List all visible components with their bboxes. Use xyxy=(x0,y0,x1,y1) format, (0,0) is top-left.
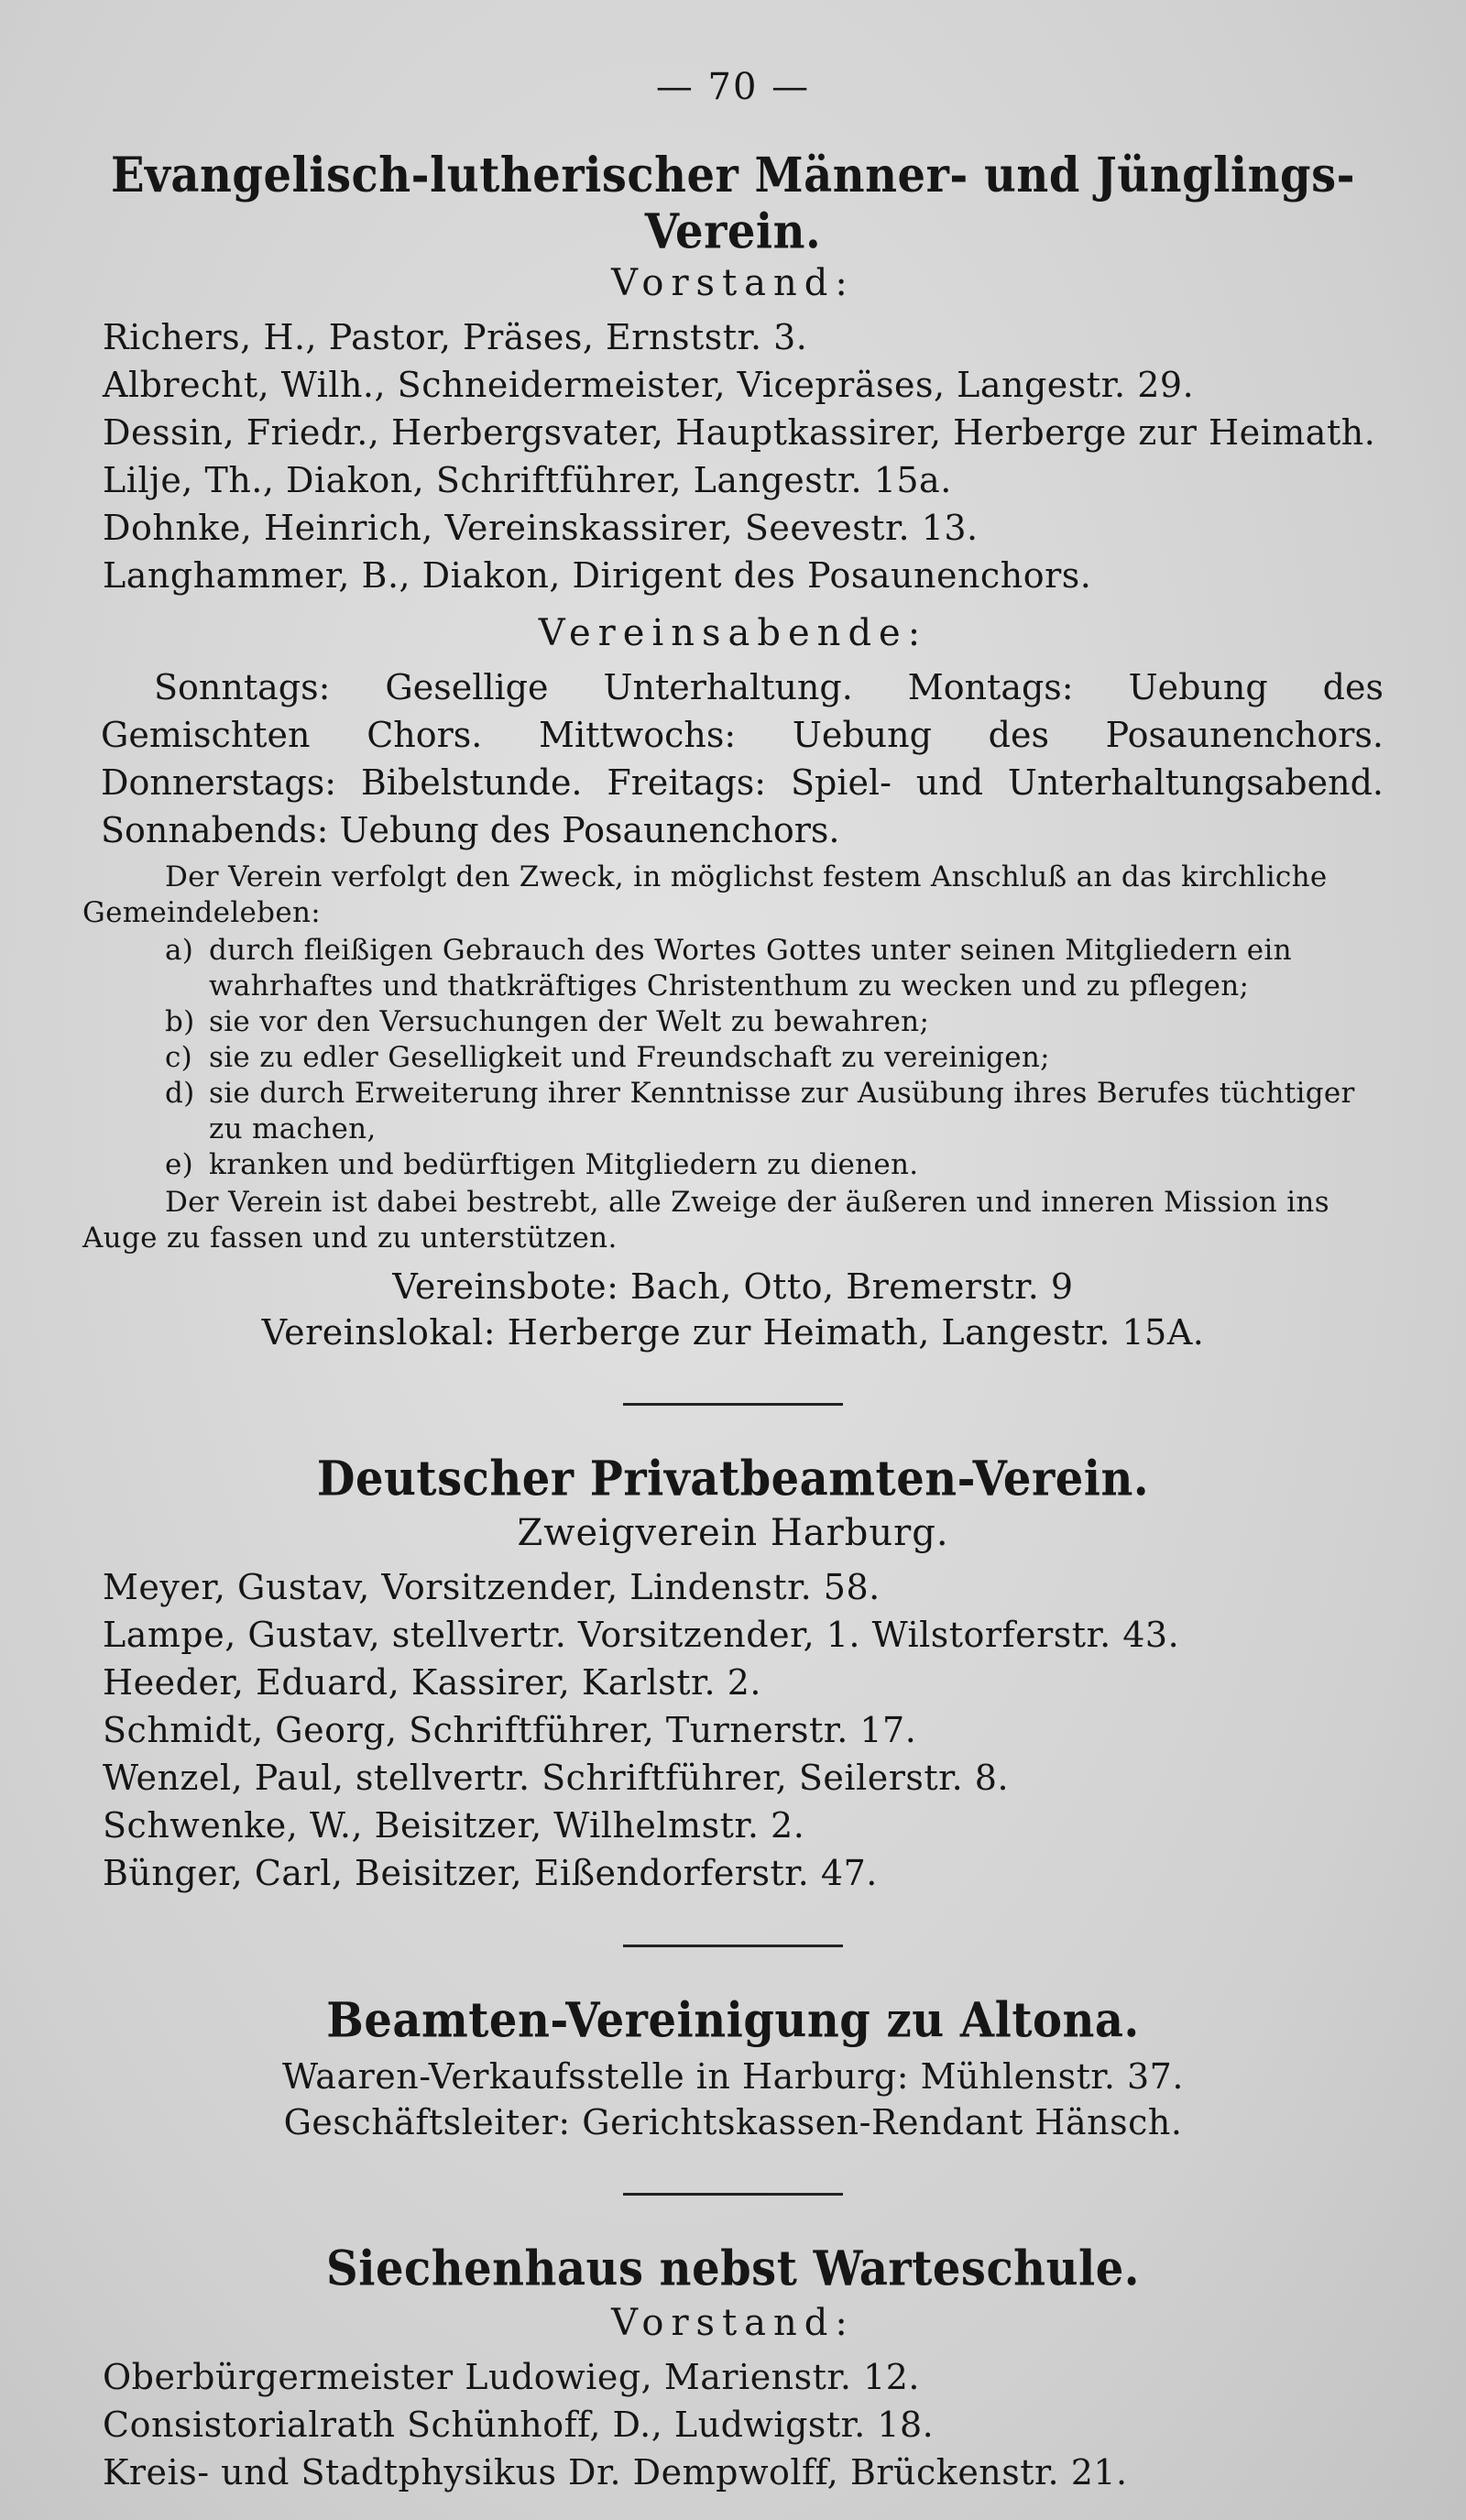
section-divider xyxy=(623,2193,843,2196)
goal-letter: d) xyxy=(165,1077,195,1110)
goal-item xyxy=(165,1040,1384,1076)
list-item: Dohnke, Heinrich, Vereinskassirer, Seevestr. 13. xyxy=(103,508,979,548)
list-item: Bünger, Carl, Beisitzer, Eißendorferstr. 47. xyxy=(103,1853,878,1893)
list-item: Heeder, Eduard, Kassirer, Karlstr. 2. xyxy=(103,1662,761,1703)
purpose-intro: Der Verein verfolgt den Zweck, in möglichst festem Anschluß an das kirchliche Gemeindeleben: xyxy=(82,860,1328,929)
association-messenger: Vereinsbote: Bach, Otto, Bremerstr. 9 xyxy=(392,1266,1074,1307)
list-item: Lilje, Th., Diakon, Schriftführer, Langestr. 15a. xyxy=(103,460,952,500)
list-item: Schwenke, W., Beisitzer, Wilhelmstr. 2. xyxy=(103,1805,805,1846)
section-divider xyxy=(623,1945,843,1947)
goal-item xyxy=(165,1147,1384,1183)
list-item: Albrecht, Wilh., Schneidermeister, Vicepräses, Langestr. 29. xyxy=(103,365,1195,405)
list-item: Meyer, Gustav, Vorsitzender, Lindenstr. 58. xyxy=(103,1567,881,1607)
goal-item xyxy=(165,1004,1384,1040)
board-heading: Vorstand: xyxy=(611,262,855,304)
mission-text: Der Verein ist dabei bestrebt, alle Zweige der äußeren und inneren Mission ins Auge zu fassen und zu unterstützen. xyxy=(82,1186,1329,1255)
list-item: Oberbürgermeister Ludowieg, Marienstr. 12. xyxy=(103,2357,921,2397)
section-private-officials-association xyxy=(82,1453,1384,1897)
section-divider xyxy=(623,1403,843,1406)
sales-office-line: Waaren-Verkaufsstelle in Harburg: Mühlenstr. 37. xyxy=(282,2056,1184,2097)
section-title: Beamten-Vereinigung zu Altona. xyxy=(326,1992,1140,2049)
section-subtitle: Zweigverein Harburg. xyxy=(517,1512,949,1554)
section-title: Evangelisch-lutherischer Männer- und Jünglings-Verein. xyxy=(110,147,1356,260)
list-item: Dessin, Friedr., Herbergsvater, Hauptkassirer, Herberge zur Heimath. xyxy=(103,412,1376,453)
goal-text: sie zu edler Geselligkeit und Freundschaft zu vereinigen; xyxy=(209,1041,1050,1074)
list-item: Richers, H., Pastor, Präses, Ernststr. 3. xyxy=(103,317,808,357)
goal-item xyxy=(165,1076,1384,1147)
board-member-list xyxy=(82,1563,1384,1897)
evenings-schedule: Sonntags: Gesellige Unterhaltung. Montags: Uebung des Gemischten Chors. Mittwochs: Uebung des Posaunenchors. Donnerstags: Bibelstunde. Freitags: Spiel- und Unterhaltungsabend. Sonnabends: Uebung des Posaunenchors. xyxy=(101,667,1384,850)
board-member-list xyxy=(82,313,1384,599)
evenings-heading: Vereinsabende: xyxy=(538,612,928,654)
goal-list xyxy=(82,933,1384,1183)
goal-text: sie durch Erweiterung ihrer Kenntnisse zur Ausübung ihres Berufes tüchtiger zu machen, xyxy=(209,1077,1355,1145)
list-item: Consistorialrath Schünhoff, D., Ludwigstr. 18. xyxy=(103,2405,935,2445)
section-infirmary-and-nursery-school xyxy=(82,2243,1384,2496)
list-item: Wenzel, Paul, stellvertr. Schriftführer, Seilerstr. 8. xyxy=(103,1758,1010,1798)
goal-text: durch fleißigen Gebrauch des Wortes Gottes unter seinen Mitgliedern ein wahrhaftes und thatkräftiges Christenthum zu wecken und zu pflegen; xyxy=(209,934,1292,1003)
page-number: — 70 — xyxy=(655,66,811,108)
list-item: Langhammer, B., Diakon, Dirigent des Posaunenchors. xyxy=(103,555,1092,596)
goal-item xyxy=(165,933,1384,1004)
goal-letter: b) xyxy=(165,1005,195,1038)
board-member-list xyxy=(82,2353,1384,2496)
goal-letter: a) xyxy=(165,934,194,967)
section-evangelical-mens-association xyxy=(82,147,1384,1355)
section-title: Siechenhaus nebst Warteschule. xyxy=(326,2241,1140,2297)
goal-text: sie vor den Versuchungen der Welt zu bewahren; xyxy=(209,1005,930,1038)
association-venue: Vereinslokal: Herberge zur Heimath, Langestr. 15A. xyxy=(261,1312,1205,1353)
goal-letter: c) xyxy=(165,1041,193,1074)
manager-line: Geschäftsleiter: Gerichtskassen-Rendant Hänsch. xyxy=(283,2102,1183,2142)
board-heading: Vorstand: xyxy=(611,2302,855,2344)
list-item: Lampe, Gustav, stellvertr. Vorsitzender, 1. Wilstorferstr. 43. xyxy=(103,1615,1180,1655)
goal-text: kranken und bedürftigen Mitgliedern zu dienen. xyxy=(209,1148,919,1181)
list-item: Kreis- und Stadtphysikus Dr. Dempwolff, Brückenstr. 21. xyxy=(103,2452,1128,2493)
goal-letter: e) xyxy=(165,1148,194,1181)
list-item: Schmidt, Georg, Schriftführer, Turnerstr. 17. xyxy=(103,1710,917,1750)
section-officials-union-altona xyxy=(82,1992,1384,2145)
section-title: Deutscher Privatbeamten-Verein. xyxy=(316,1451,1150,1507)
